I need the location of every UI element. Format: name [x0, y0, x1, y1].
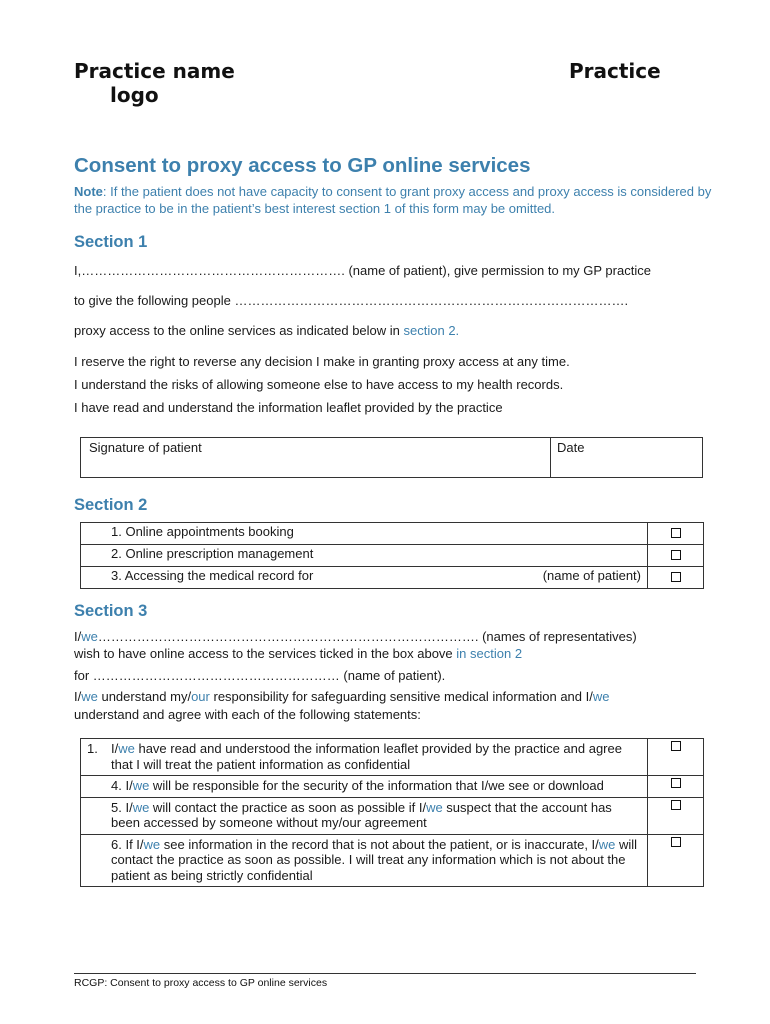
table-row	[81, 567, 704, 589]
table-row	[81, 523, 704, 545]
s1-line4: I reserve the right to reverse any decision I make in granting proxy access at any time.	[74, 354, 570, 369]
statement-we: we	[132, 799, 150, 815]
statement-text: will be responsible for the security of the information that I/we see or download	[149, 778, 604, 793]
section3-heading: Section 3	[74, 602, 148, 620]
table-row	[81, 797, 704, 834]
service-item	[81, 545, 648, 567]
s3-line2	[74, 645, 522, 662]
s1-line5: I understand the risks of allowing someone else to have access to my health records.	[74, 377, 564, 392]
s3-text: I/	[74, 629, 82, 644]
section2-link[interactable]: in section 2	[456, 646, 523, 661]
statement-item	[81, 739, 648, 776]
s1-line6: I have read and understand the information leaflet provided by the practice	[74, 400, 503, 415]
table-row	[81, 739, 704, 776]
practice-name: Practice name	[74, 59, 235, 83]
statement-checkbox-cell	[648, 739, 704, 776]
signature-field[interactable]	[81, 438, 551, 477]
table-row	[81, 834, 704, 887]
date-field[interactable]	[551, 438, 702, 481]
service-item	[81, 523, 648, 545]
statements-table	[80, 738, 704, 887]
checkbox-icon[interactable]	[671, 800, 681, 810]
s3-we: we	[81, 689, 98, 704]
service-label: 3. Accessing the medical record for	[111, 568, 314, 583]
s3-text: I/	[74, 689, 82, 704]
footer-text: RCGP: Consent to proxy access to GP online services	[74, 977, 328, 989]
service-label: 2. Online prescription management	[111, 546, 314, 561]
s3-we: we	[592, 689, 610, 704]
footer-divider	[74, 973, 696, 974]
statement-checkbox-cell	[648, 797, 704, 834]
table-row	[81, 545, 704, 567]
s3-text: understand my/	[97, 689, 192, 704]
statement-text: see information in the record that is not about the patient, or is inaccurate, I/	[160, 836, 599, 852]
statement-text: will contact the practice as soon as possible. I will treat any information which is not about the patient as being strictly confidential	[111, 836, 638, 883]
statement-we: we	[132, 778, 150, 793]
statement-checkbox-cell	[648, 834, 704, 887]
s3-text: wish to have online access to the services ticked in the box above	[74, 646, 457, 661]
s3-we: we	[81, 629, 98, 644]
s3-line3: for ………………………………………………… (name of patient).	[74, 668, 446, 683]
signature-table	[80, 437, 703, 478]
section2-link[interactable]: section 2.	[403, 323, 460, 338]
service-checkbox-cell	[648, 567, 704, 589]
service-label: 1. Online appointments booking	[111, 524, 294, 539]
section1-heading: Section 1	[74, 233, 148, 251]
s3-text: responsibility for safeguarding sensitive medical information and I/	[209, 689, 593, 704]
statement-we: we	[426, 799, 443, 815]
checkbox-icon[interactable]	[671, 572, 681, 582]
note-text: : If the patient does not have capacity to consent to grant proxy access and proxy access is considered by the practice to be in the patient’s best interest section 1 of this form may be omitted.	[74, 184, 712, 216]
table-row	[81, 776, 704, 798]
checkbox-icon[interactable]	[671, 550, 681, 560]
service-checkbox-cell	[648, 523, 704, 545]
statement-text: 4. I/	[111, 778, 133, 793]
s3-line1	[74, 628, 637, 645]
s3-line5: understand and agree with each of the following statements:	[74, 707, 421, 722]
statement-we: we	[143, 836, 161, 852]
statement-we: we	[598, 836, 616, 852]
statement-text: have read and understood the information leaflet provided by the practice and agree that I will treat the patient information as confidential	[111, 741, 622, 772]
note	[74, 184, 714, 217]
statement-we: we	[118, 741, 135, 756]
s1-line2: to give the following people ……………………………………………………………………………….	[74, 293, 629, 308]
note-label: Note	[74, 184, 103, 199]
checkbox-icon[interactable]	[671, 528, 681, 538]
section2-heading: Section 2	[74, 496, 148, 514]
practice-logo: Practice	[569, 59, 661, 83]
statement-text: 5. I/	[111, 799, 133, 815]
date-label: Date	[557, 440, 585, 455]
service-checkbox-cell	[648, 545, 704, 567]
s3-our: our	[191, 689, 210, 704]
s3-text: ……………………………………………………………………………. (names of representatives)	[97, 629, 637, 644]
services-table	[80, 522, 704, 589]
checkbox-icon[interactable]	[671, 741, 681, 751]
checkbox-icon[interactable]	[671, 837, 681, 847]
s1-line3	[74, 322, 459, 339]
statement-item	[81, 797, 648, 834]
statement-text: I/	[111, 741, 119, 756]
statement-item	[81, 834, 648, 887]
statement-text: 6. If I/	[111, 836, 144, 852]
signature-label: Signature of patient	[89, 440, 202, 455]
page-title: Consent to proxy access to GP online services	[74, 154, 531, 177]
statement-text: suspect that the account has been accessed by someone without my/our agreement	[111, 799, 612, 830]
statement-item	[81, 776, 648, 798]
s3-line4	[74, 688, 609, 705]
s1-line3-text: proxy access to the online services as indicated below in	[74, 323, 404, 338]
statement-checkbox-cell	[648, 776, 704, 798]
checkbox-icon[interactable]	[671, 778, 681, 788]
practice-name-logo: logo	[110, 83, 159, 107]
statement-text: will contact the practice as soon as possible if I/	[149, 799, 427, 815]
statement-number: 1.	[87, 741, 98, 756]
s1-line1: I,……………………………………………………. (name of patient), give permission to my GP practice	[74, 263, 651, 278]
service-item	[81, 567, 648, 589]
patient-name-suffix: (name of patient)	[542, 568, 641, 583]
